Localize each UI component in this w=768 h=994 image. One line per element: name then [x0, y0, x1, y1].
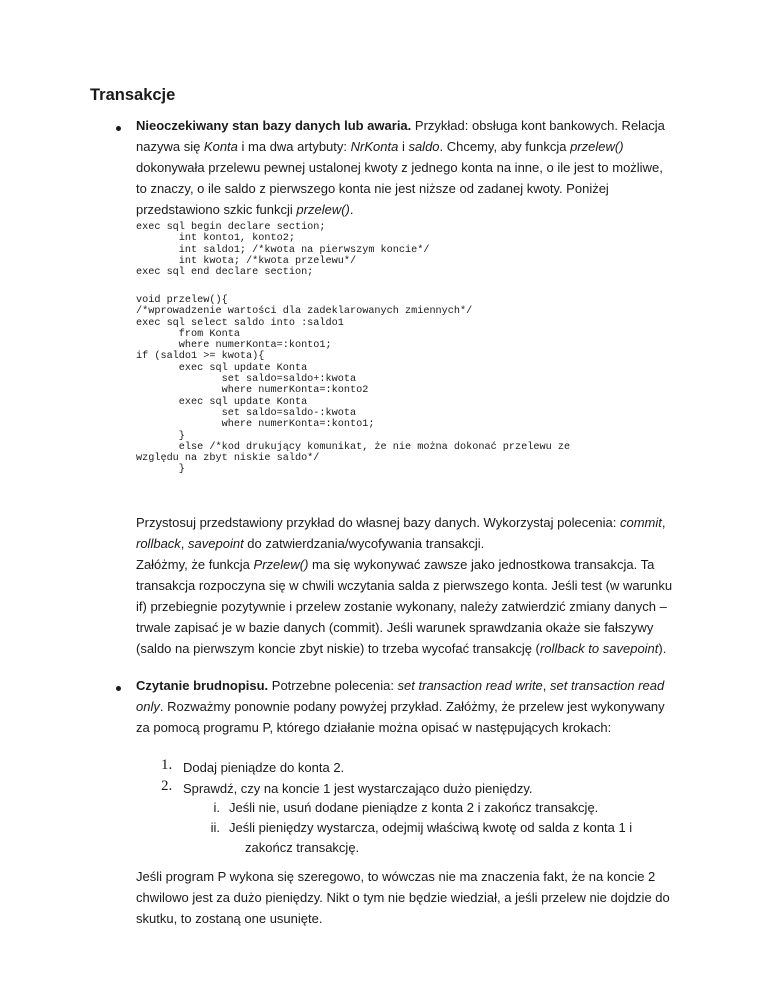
section1-paragraph: Nieoczekiwany stan bazy danych lub awaria. Przykład: obsługa kont bankowych. Relacja nazywa się Konta i ma dwa artybuty: NrKonta i saldo. Chcemy, aby funkcja przelew() dokonywała przelewu pewnej ustalonej kwoty z jednego konta na inne, o ile jest to możliwe, to znaczy, o ile saldo z pierwszego konta nie jest niższe od zadanej kwoty. Poniżej przedstawiono szkic funkcji przelew(). [136, 118, 665, 217]
code-block-przelew: void przelew(){ /*wprowadzenie wartości dla zadeklarowanych zmiennych*/ exec sql select saldo into :saldo1 from Konta where numerKonta=:konto1; if (saldo1 >= kwota){ exec sql update Konta set saldo=saldo+:kwota where numerKonta=:konto2 exec sql update Konta set saldo=saldo-:kwota where numerKonta=:konto1; } else /*kod drukujący komunikat, że nie można dokonać przelewu ze względu na zbyt niskie saldo*/ } [136, 295, 571, 476]
bullet-2-marker [116, 686, 121, 691]
substep-ii-text: Jeśli pieniędzy wystarcza, odejmij właściwą kwotę od salda z konta 1 i [229, 820, 633, 835]
substep-i-text: Jeśli nie, usuń dodane pieniądze z konta 2 i zakończ transakcję. [229, 800, 599, 815]
section2-lead: Czytanie brudnopisu. [136, 678, 269, 693]
step-1-text: Dodaj pieniądze do konta 2. [183, 760, 345, 775]
section1-paragraph-2: Przystosuj przedstawiony przykład do własnej bazy danych. Wykorzystaj polecenia: commit, rollback, savepoint do zatwierdzania/wycofywania transakcji. Załóżmy, że funkcja Przelew() ma się wykonywać zawsze jako jednostkowa transakcja. Ta transakcja rozpoczyna się w chwili wczytania salda z pierwszego konta. Jeśli test (w warunku if) przebiegnie pozytywnie i przelew zostanie wykonany, należy zatwierdzić zmiany danych – trwale zapisać je w bazie danych (commit). Jeśli warunek sprawdzania okaże sie fałszywy (saldo na pierwszym koncie zbyt niskie) to trzeba wycofać transakcję (rollback to savepoint). [136, 515, 673, 656]
substep-ii-number: ii. [210, 820, 220, 835]
step-2-text: Sprawdź, czy na koncie 1 jest wystarczająco dużo pieniędzy. [183, 781, 533, 796]
substep-i-number: i. [213, 800, 220, 815]
code-block-declare: exec sql begin declare section; int konto1, konto2; int saldo1; /*kwota na pierwszym koncie*/ int kwota; /*kwota przelewu*/ exec sql end declare section; [136, 222, 430, 279]
bullet-1-marker [116, 126, 121, 131]
section2-paragraph-2: Jeśli program P wykona się szeregowo, to wówczas nie ma znaczenia fakt, że na koncie 2 chwilowo jest za dużo pieniędzy. Nikt o tym nie będzie wiedział, a jeśli przelew nie dojdzie do skutku, to zostaną one usunięte. [136, 869, 670, 926]
step-2-number: 2. [161, 778, 173, 794]
substep-ii-text-cont: zakończ transakcję. [245, 840, 360, 855]
step-1-number: 1. [161, 757, 173, 773]
page-title: Transakcje [90, 86, 176, 104]
section2-paragraph: Czytanie brudnopisu. Potrzebne polecenia: set transaction read write, set transaction read only. Rozważmy ponownie podany powyżej przykład. Załóżmy, że przelew jest wykonywany za pomocą programu P, którego działanie można opisać w następujących krokach: [136, 678, 665, 735]
section1-lead: Nieoczekiwany stan bazy danych lub awaria. [136, 118, 412, 133]
